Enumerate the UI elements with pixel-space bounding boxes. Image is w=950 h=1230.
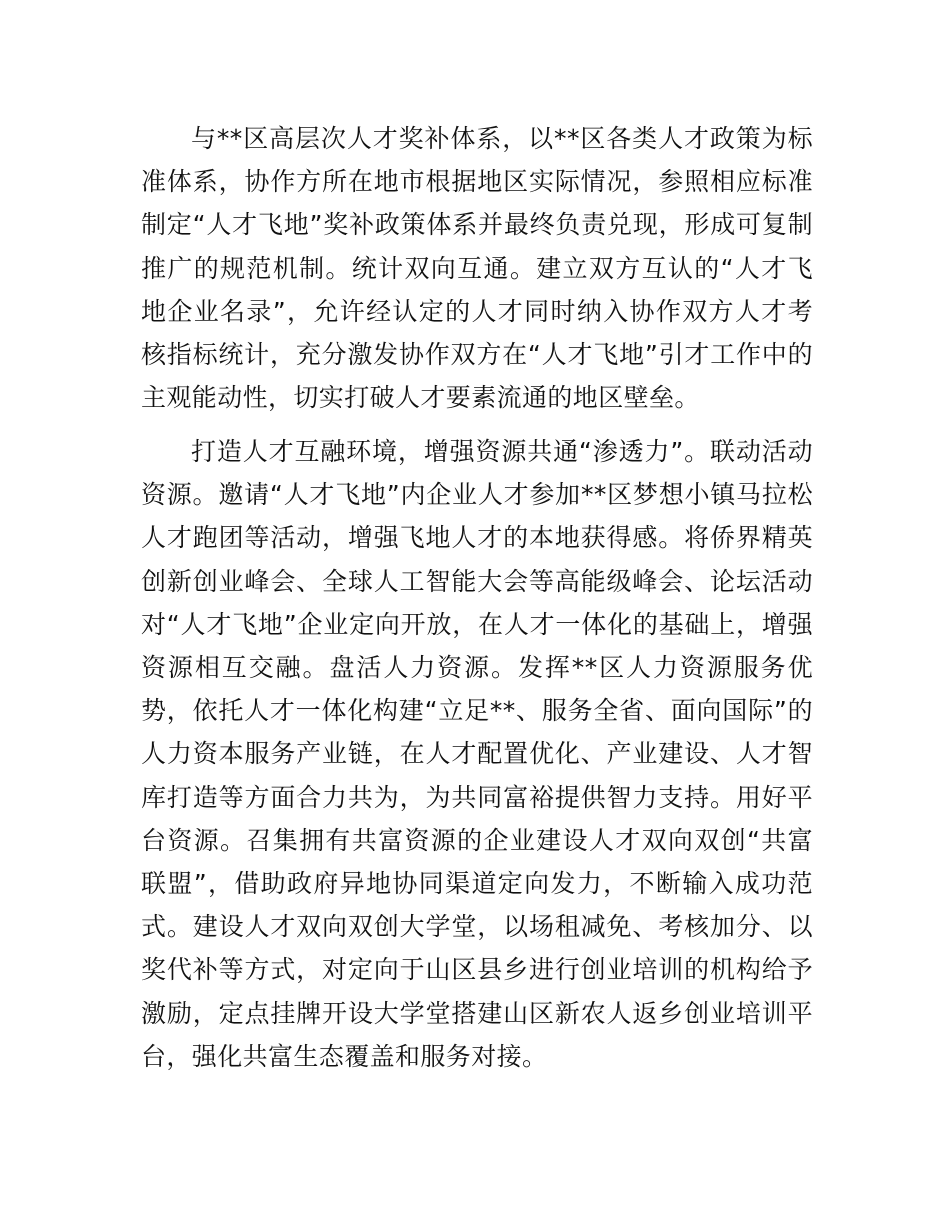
paragraph-talent-policy: 与**区高层次人才奖补体系，以**区各类人才政策为标准体系，协作方所在地市根据地区实际情况，参照相应标准制定“人才飞地”奖补政策体系并最终负责兑现，形成可复制推广的规范机制。统计双向互通。建立双方互认的“人才飞地企业名录”，允许经认定的人才同时纳入协作双方人才考核指标统计，充分激发协作双方在“人才飞地”引才工作中的主观能动性，切实打破人才要素流通的地区壁垒。	[141, 124, 813, 413]
paragraph-talent-environment: 打造人才互融环境，增强资源共通“渗透力”。联动活动资源。邀请“人才飞地”内企业人才参加**区梦想小镇马拉松人才跑团等活动，增强飞地人才的本地获得感。将侨界精英创新创业峰会、全球人工智能大会等高能级峰会、论坛活动对“人才飞地”企业定向开放，在人才一体化的基础上，增强资源相互交融。盘活人力资源。发挥**区人力资源服务优势，依托人才一体化构建“立足**、服务全省、面向国际”的人力资本服务产业链，在人才配置优化、产业建设、人才智库打造等方面合力共为，为共同富裕提供智力支持。用好平台资源。召集拥有共富资源的企业建设人才双向双创“共富联盟”，借助政府异地协同渠道定向发力，不断输入成功范式。建设人才双向双创大学堂，以场租减免、考核加分、以奖代补等方式，对定向于山区县乡进行创业培训的机构给予激励，定点挂牌开设大学堂搭建山区新农人返乡创业培训平台，强化共富生态覆盖和服务对接。	[141, 437, 813, 1071]
